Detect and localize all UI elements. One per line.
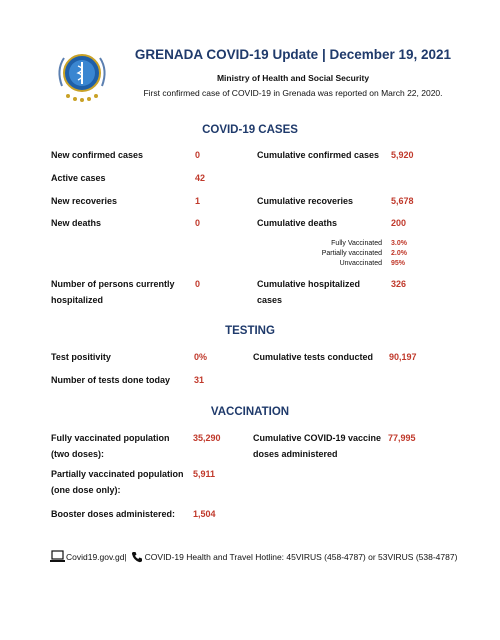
new-confirmed-value: 0 [195,150,201,160]
cum-doses-label-line2: doses administered [253,449,338,459]
new-recoveries-value: 1 [195,196,201,206]
partially-vaccinated-label: Partially vaccinated [321,250,382,257]
new-deaths-value: 0 [195,218,201,228]
unvaccinated-label: Unvaccinated [339,260,382,267]
cum-doses-label-line1: Cumulative COVID-19 vaccine [253,433,382,443]
section-title-vaccination: VACCINATION [210,406,290,418]
cum-confirmed-value: 5,920 [391,150,414,160]
cum-doses-value: 77,995 [388,433,416,443]
computer-icon [50,550,65,563]
fully-vaccinated-label: Fully Vaccinated [331,240,382,247]
partially-vaccinated-pop-label-line2: (one dose only): [51,485,121,495]
cum-deaths-label: Cumulative deaths [257,218,338,228]
cum-hospitalized-label-line2: cases [257,295,283,305]
test-positivity-label: Test positivity [51,352,111,362]
fully-vaccinated-pop-label-line1: Fully vaccinated population [51,433,170,443]
active-value: 42 [195,173,206,183]
ministry-logo [52,46,112,106]
cum-recoveries-value: 5,678 [391,196,414,206]
partially-vaccinated-pop-value: 5,911 [193,469,216,479]
cum-confirmed-label: Cumulative confirmed cases [257,150,380,160]
phone-icon [131,551,143,563]
new-deaths-label: New deaths [51,218,102,228]
tests-today-value: 31 [194,375,205,385]
footer [50,550,457,563]
first-case-note: First confirmed case of COVID-19 in Grenada was reported on March 22, 2020. [143,88,443,98]
fully-vaccinated-value: 3.0% [391,240,407,247]
page-title: GRENADA COVID-19 Update | December 19, 2021 [134,47,452,62]
fully-vaccinated-pop-value: 35,290 [193,433,221,443]
hospitalized-label-line1: Number of persons currently [51,279,175,289]
section-title-testing: TESTING [225,325,275,337]
test-positivity-value: 0% [194,352,208,362]
cum-hospitalized-value: 326 [391,279,407,289]
website-link[interactable]: Covid19.gov.gd| [66,551,127,562]
new-recoveries-label: New recoveries [51,196,118,206]
cum-recoveries-label: Cumulative recoveries [257,196,354,206]
hotline-text: COVID-19 Health and Travel Hotline: 45VIRUS (458-4787) or 53VIRUS (538-4787) [144,551,458,562]
partially-vaccinated-pop-label-line1: Partially vaccinated population [51,469,184,479]
partially-vaccinated-value: 2.0% [391,250,407,257]
booster-label: Booster doses administered: [51,509,176,519]
cum-deaths-value: 200 [391,218,407,228]
hospitalized-value: 0 [195,279,201,289]
cum-hospitalized-label-line1: Cumulative hospitalized [257,279,361,289]
tests-today-label: Number of tests done today [51,375,171,385]
booster-value: 1,504 [193,509,216,519]
cum-tests-value: 90,197 [389,352,417,362]
cum-tests-label: Cumulative tests conducted [253,352,374,362]
ministry-name: Ministry of Health and Social Security [216,73,370,83]
unvaccinated-value: 95% [391,260,406,267]
new-confirmed-label: New confirmed cases [51,150,144,160]
section-title-cases: COVID-19 CASES [202,124,298,136]
fully-vaccinated-pop-label-line2: (two doses): [51,449,104,459]
hospitalized-label-line2: hospitalized [51,295,104,305]
active-label: Active cases [51,173,106,183]
